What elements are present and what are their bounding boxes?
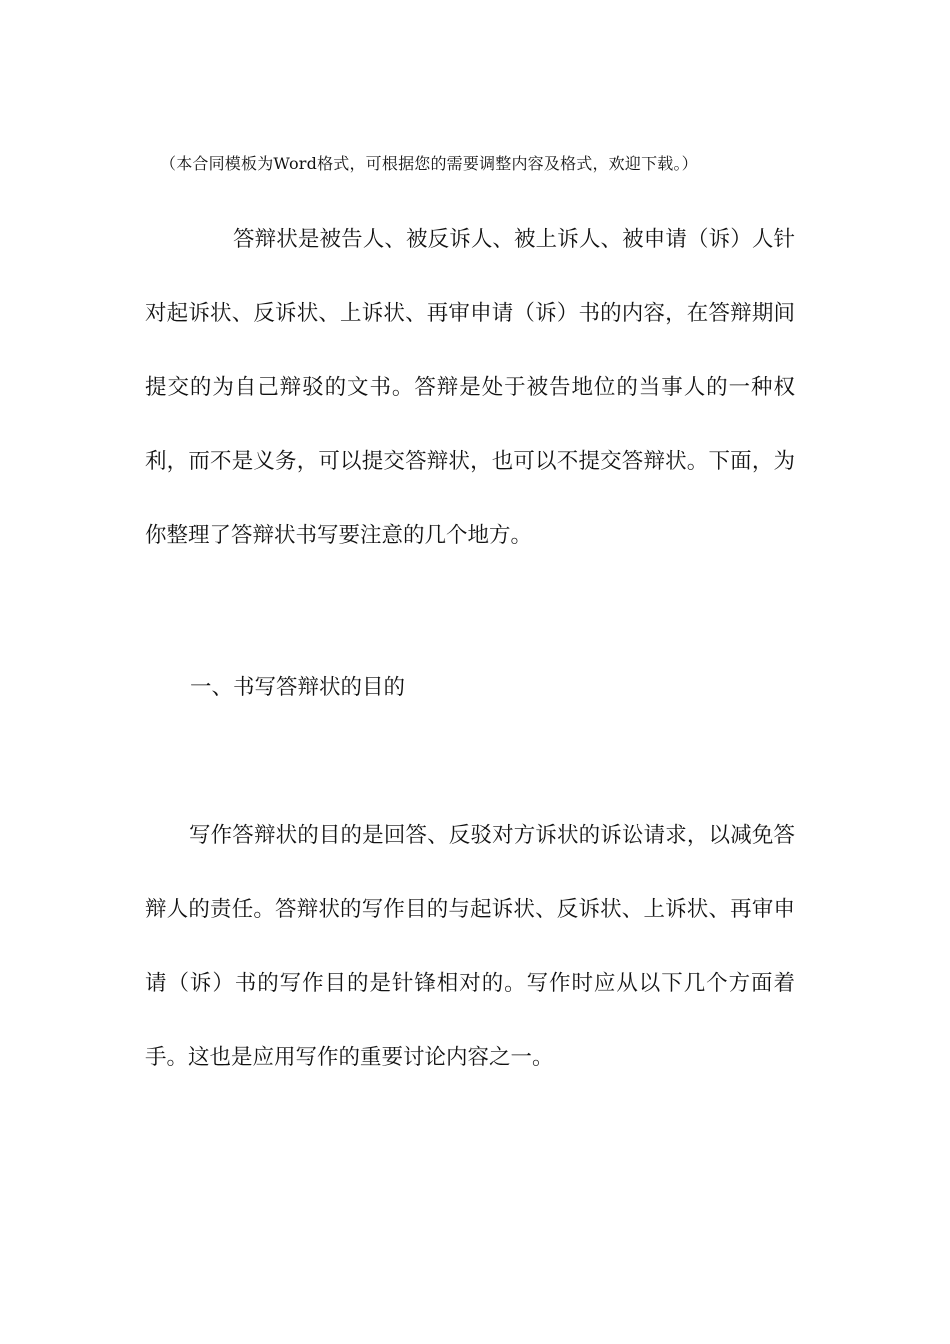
- intro-paragraph: 答辩状是被告人、被反诉人、被上诉人、被申请（诉）人针对起诉状、反诉状、上诉状、再审申请（诉）书的内容，在答辩期间提交的为自己辩驳的文书。答辩是处于被告地位的当事人的一种权利，而不是义务，可以提交答辩状，也可以不提交答辩状。下面，为你整理了答辩状书写要注意的几个地方。: [145, 227, 795, 548]
- template-note: （本合同模板为Word格式，可根据您的需要调整内容及格式，欢迎下载。）: [160, 154, 698, 173]
- section-paragraph: 写作答辩状的目的是回答、反驳对方诉状的诉讼请求，以减免答辩人的责任。答辩状的写作目的与起诉状、反诉状、上诉状、再审申请（诉）书的写作目的是针锋相对的。写作时应从以下几个方面着手。这也是应用写作的重要讨论内容之一。: [145, 823, 795, 1070]
- section-heading: 一、书写答辩状的目的: [190, 675, 406, 700]
